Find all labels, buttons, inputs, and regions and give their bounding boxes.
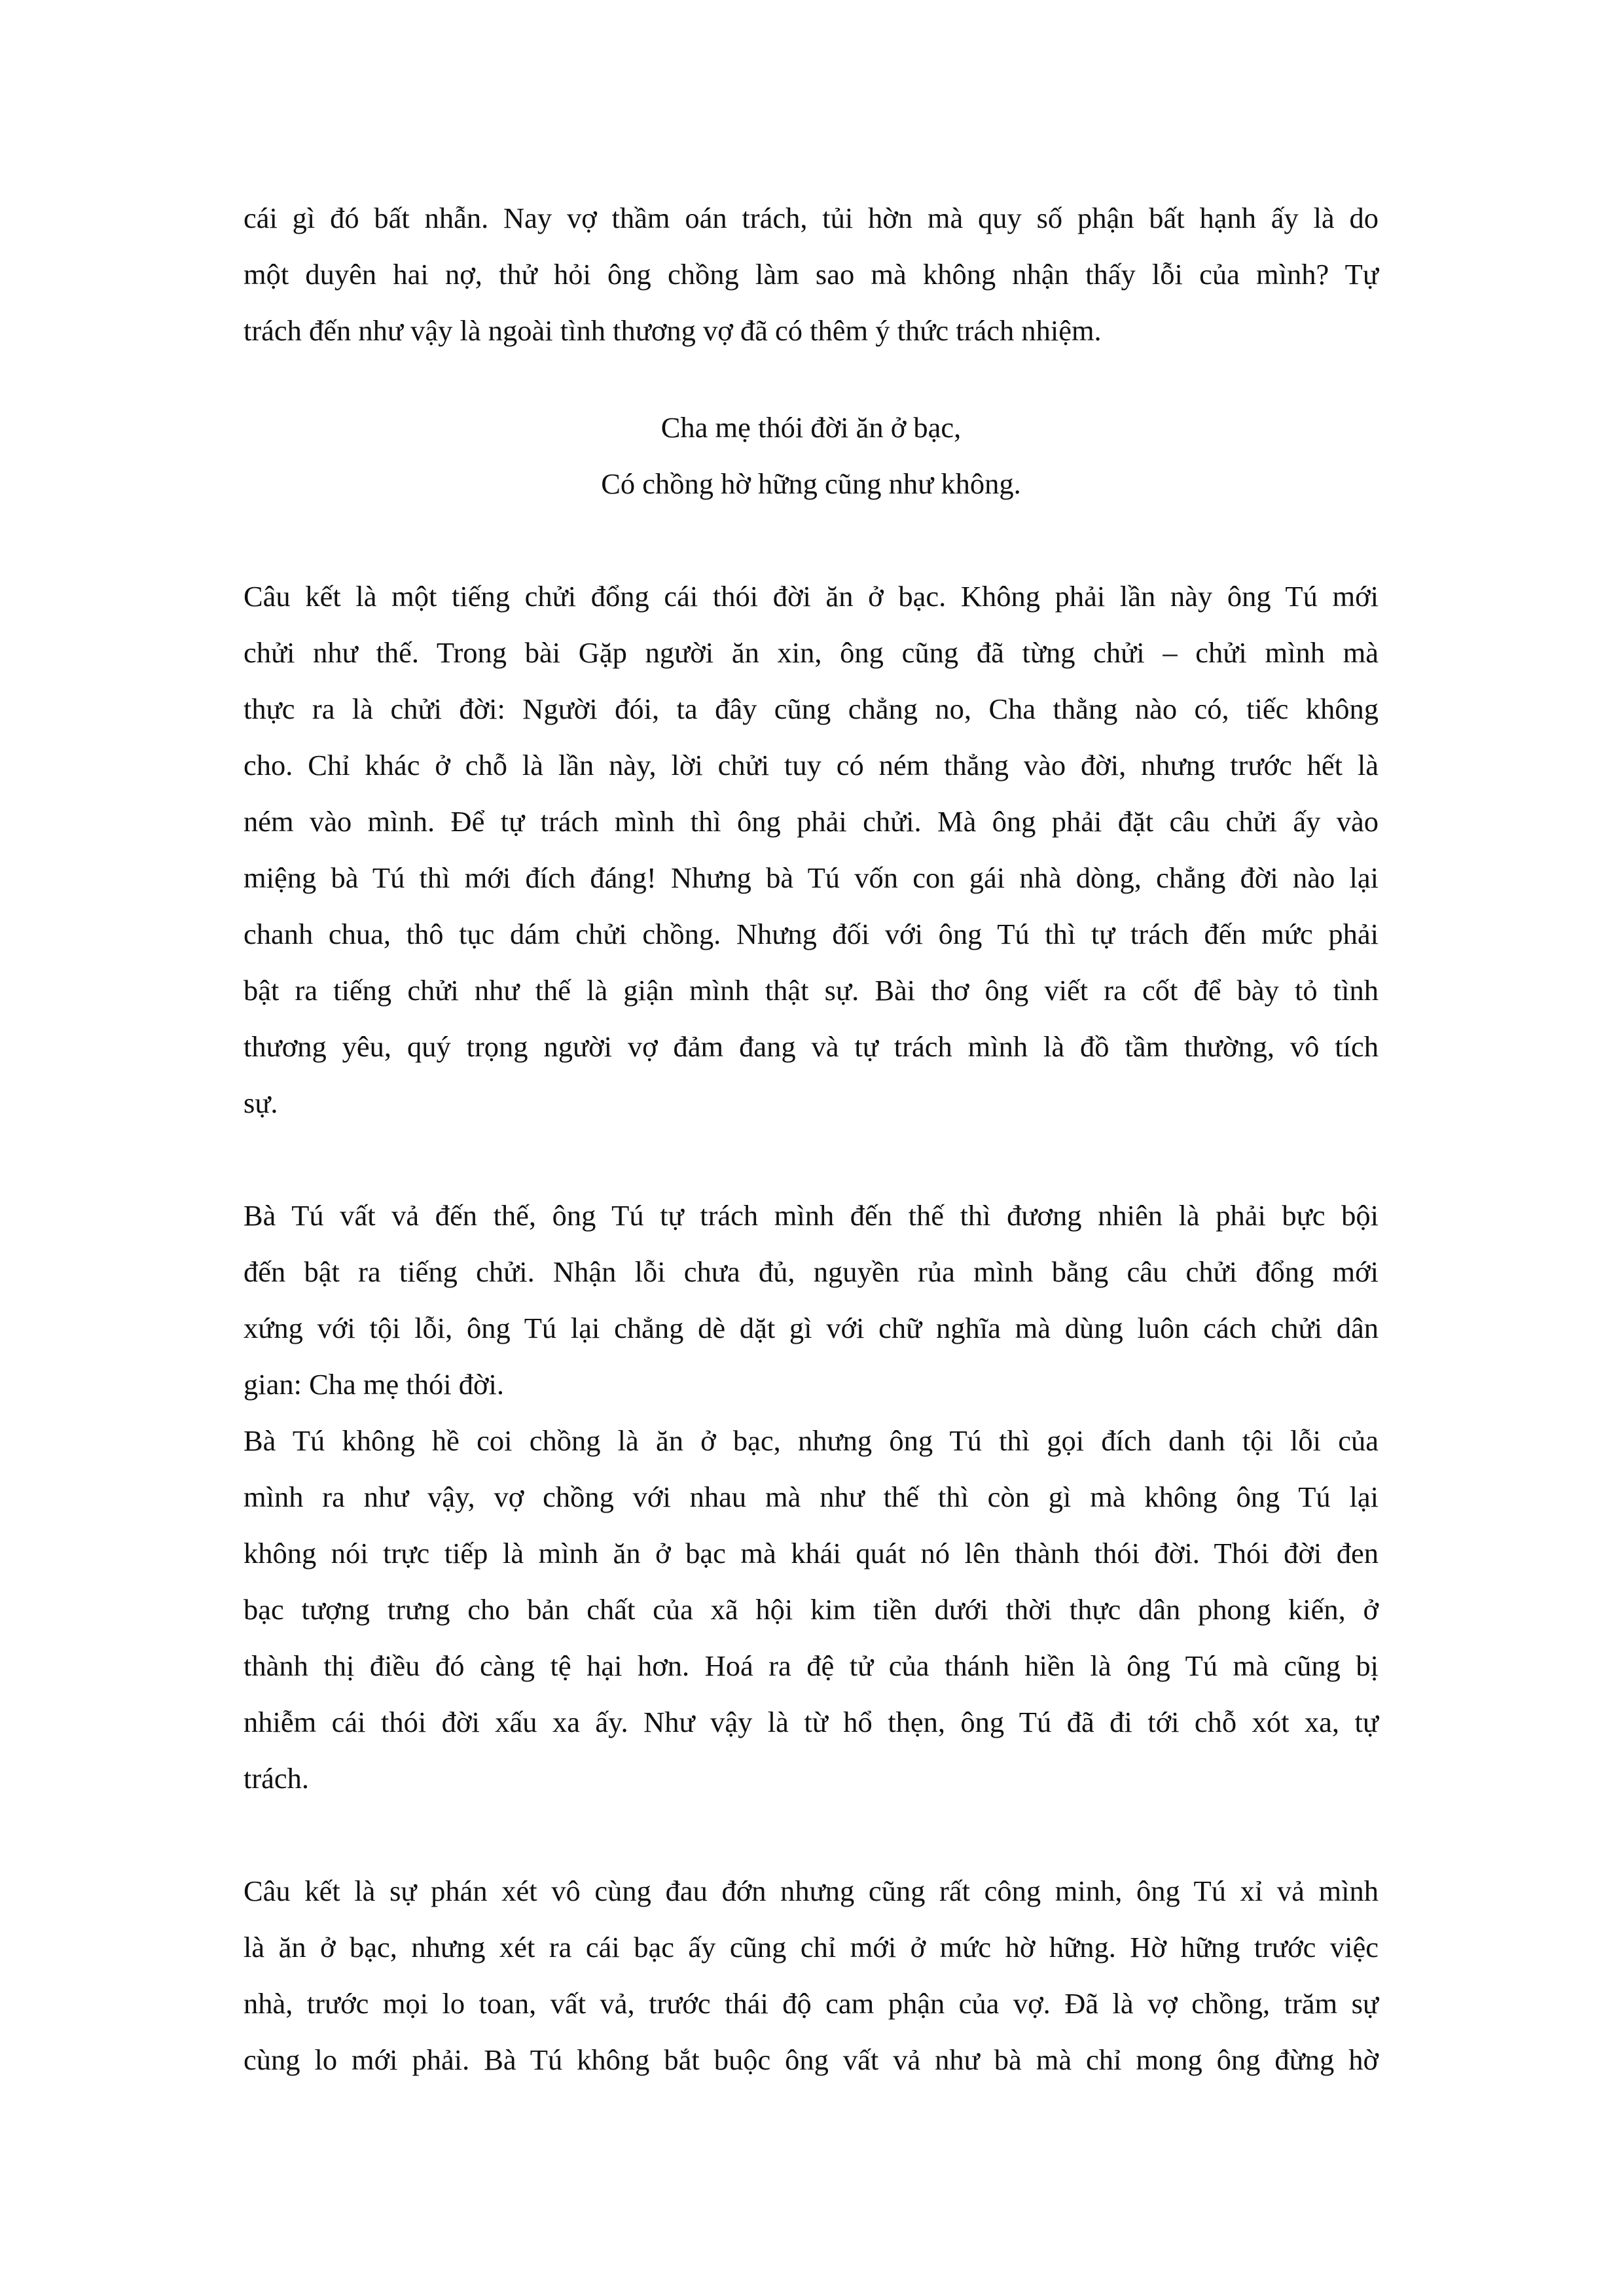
text-line: không nói trực tiếp là mình ăn ở bạc mà khái quát nó lên thành thói đời. Thói đời đen bbox=[244, 1537, 1379, 1570]
text-line: nhà, trước mọi lo toan, vất vả, trước thái độ cam phận của vợ. Đã là vợ chồng, trăm sự bbox=[244, 1987, 1379, 2020]
text-line: bạc tượng trưng cho bản chất của xã hội kim tiền dưới thời thực dân phong kiến, ở bbox=[244, 1593, 1379, 1626]
text-line: Bà Tú vất vả đến thế, ông Tú tự trách mình đến thế thì đương nhiên là phải bực bội bbox=[244, 1199, 1379, 1232]
verse-line: Cha mẹ thói đời ăn ở bạc, bbox=[660, 411, 962, 444]
text-line: thực ra là chửi đời: Người đói, ta đây cũng chẳng no, Cha thằng nào có, tiếc không bbox=[244, 692, 1379, 725]
paragraph-3 bbox=[244, 1187, 1379, 1412]
text-line: xứng với tội lỗi, ông Tú lại chẳng dè dặt gì với chữ nghĩa mà dùng luôn cách chửi dân bbox=[244, 1312, 1379, 1344]
text-line: Câu kết là sự phán xét vô cùng đau đớn nhưng cũng rất công minh, ông Tú xỉ vả mình bbox=[244, 1874, 1379, 1907]
text-line: gian: Cha mẹ thói đời. bbox=[244, 1368, 505, 1401]
text-line: chanh chua, thô tục dám chửi chồng. Nhưng đối với ông Tú thì tự trách đến mức phải bbox=[244, 918, 1379, 950]
paragraph-5 bbox=[244, 1863, 1379, 2088]
paragraph-2 bbox=[244, 568, 1379, 1131]
text-line: đến bật ra tiếng chửi. Nhận lỗi chưa đủ, nguyền rủa mình bằng câu chửi đổng mới bbox=[244, 1255, 1379, 1288]
text-line: bật ra tiếng chửi như thế là giận mình thật sự. Bài thơ ông viết ra cốt để bày tỏ tình bbox=[244, 974, 1379, 1007]
text-line: miệng bà Tú thì mới đích đáng! Nhưng bà Tú vốn con gái nhà dòng, chẳng đời nào lại bbox=[244, 861, 1379, 894]
text-line: là ăn ở bạc, nhưng xét ra cái bạc ấy cũng chỉ mới ở mức hờ hững. Hờ hững trước việc bbox=[244, 1931, 1379, 1964]
text-line: một duyên hai nợ, thử hỏi ông chồng làm sao mà không nhận thấy lỗi của mình? Tự bbox=[244, 258, 1379, 291]
text-line: cùng lo mới phải. Bà Tú không bắt buộc ông vất vả như bà mà chỉ mong ông đừng hờ bbox=[244, 2043, 1379, 2076]
text-line: cái gì đó bất nhẫn. Nay vợ thầm oán trách, tủi hờn mà quy số phận bất hạnh ấy là do bbox=[244, 202, 1379, 234]
verse-quote bbox=[244, 399, 1379, 512]
text-line: trách. bbox=[244, 1762, 310, 1795]
text-line: thành thị điều đó càng tệ hại hơn. Hoá ra đệ tử của thánh hiền là ông Tú mà cũng bị bbox=[244, 1649, 1379, 1682]
text-line: cho. Chỉ khác ở chỗ là lần này, lời chửi tuy có ném thẳng vào đời, nhưng trước hết là bbox=[244, 749, 1379, 781]
text-line: chửi như thế. Trong bài Gặp người ăn xin, ông cũng đã từng chửi – chửi mình mà bbox=[244, 636, 1379, 669]
paragraph-1 bbox=[244, 190, 1379, 359]
text-line: ném vào mình. Để tự trách mình thì ông phải chửi. Mà ông phải đặt câu chửi ấy vào bbox=[244, 805, 1379, 838]
text-line: sự. bbox=[244, 1086, 278, 1119]
text-line: Bà Tú không hề coi chồng là ăn ở bạc, nhưng ông Tú thì gọi đích danh tội lỗi của bbox=[244, 1424, 1379, 1457]
text-line: mình ra như vậy, vợ chồng với nhau mà như thế thì còn gì mà không ông Tú lại bbox=[244, 1480, 1379, 1513]
text-line: trách đến như vậy là ngoài tình thương vợ đã có thêm ý thức trách nhiệm. bbox=[244, 314, 1102, 347]
text-line: nhiễm cái thói đời xấu xa ấy. Như vậy là từ hổ thẹn, ông Tú đã đi tới chỗ xót xa, tự bbox=[244, 1706, 1379, 1738]
text-line: Câu kết là một tiếng chửi đổng cái thói đời ăn ở bạc. Không phải lần này ông Tú mới bbox=[244, 580, 1379, 613]
verse-line: Có chồng hờ hững cũng như không. bbox=[601, 467, 1021, 500]
text-line: thương yêu, quý trọng người vợ đảm đang và tự trách mình là đồ tầm thường, vô tích bbox=[244, 1030, 1379, 1063]
paragraph-4 bbox=[244, 1412, 1379, 1806]
